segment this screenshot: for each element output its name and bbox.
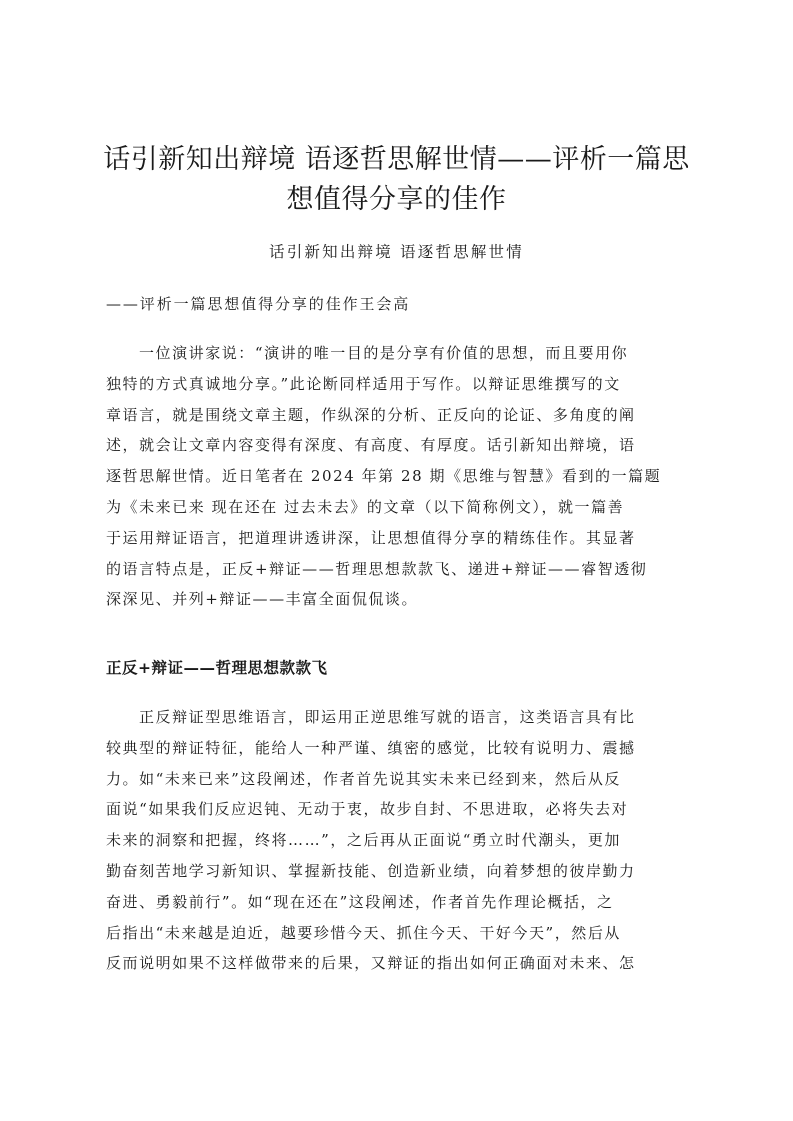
paragraph-line: 章语言，就是围绕文章主题，作纵深的分析、正反向的论证、多角度的阐 bbox=[106, 405, 636, 424]
paragraph-line: 逐哲思解世情。近日笔者在 2024 年第 28 期《思维与智慧》看到的一篇题 bbox=[106, 467, 662, 486]
section-paragraph bbox=[106, 702, 688, 979]
paragraph-line: 较典型的辩证特征，能给人一种严谨、缜密的感觉，比较有说明力、震撼 bbox=[106, 738, 636, 757]
paragraph-line: 未来的洞察和把握，终将……”，之后再从正面说“勇立时代潮头，更加 bbox=[106, 831, 621, 850]
paragraph-line: 反而说明如果不这样做带来的后果，又辩证的指出如何正确面对未来、怎 bbox=[106, 954, 636, 973]
paragraph-line: 的语言特点是，正反+辩证——哲理思想款款飞、递进+辩证——睿智透彻 bbox=[106, 559, 648, 578]
paragraph-line: 独特的方式真诚地分享。”此论断同样适用于写作。以辩证思维撰写的文 bbox=[106, 374, 621, 393]
document-subtitle: 话引新知出辩境 语逐哲思解世情 bbox=[269, 243, 524, 261]
paragraph-line: 正反辩证型思维语言，即运用正逆思维写就的语言，这类语言具有比 bbox=[139, 708, 636, 726]
paragraph-line: 一位演讲家说：“演讲的唯一目的是分享有价值的思想，而且要用你 bbox=[139, 344, 629, 362]
paragraph-line: 面说“如果我们反应迟钝、无动于衷，故步自封、不思进取，必将失去对 bbox=[106, 800, 629, 819]
document-title: 话引新知出辩境 语逐哲思解世情——评析一篇思想值得分享的佳作 bbox=[103, 144, 690, 215]
paragraph-line: 于运用辩证语言，把道理讲透讲深，让思想值得分享的精练佳作。其显著 bbox=[106, 528, 636, 547]
paragraph-line: 奋进、勇毅前行”。如“现在还在”这段阐述，作者首先作理论概括，之 bbox=[106, 892, 614, 911]
section-heading: 正反+辩证——哲理思想款款飞 bbox=[106, 659, 328, 677]
paragraph-line: 力。如“未来已来”这段阐述，作者首先说其实未来已经到来，然后从反 bbox=[106, 769, 621, 788]
document-byline: ——评析一篇思想值得分享的佳作王会高 bbox=[106, 295, 411, 313]
intro-paragraph bbox=[106, 338, 688, 615]
paragraph-line: 后指出“未来越是迫近，越要珍惜今天、抓住今天、干好今天”，然后从 bbox=[106, 923, 621, 942]
paragraph-line: 深深见、并列+辩证——丰富全面侃侃谈。 bbox=[106, 590, 419, 609]
paragraph-line: 述，就会让文章内容变得有深度、有高度、有厚度。话引新知出辩境，语 bbox=[106, 436, 636, 455]
paragraph-line: 为《未来已来 现在还在 过去未去》的文章（以下简称例文），就一篇善 bbox=[106, 497, 625, 516]
paragraph-line: 勤奋刻苦地学习新知识、掌握新技能、创造新业绩，向着梦想的彼岸勤力 bbox=[106, 861, 636, 880]
